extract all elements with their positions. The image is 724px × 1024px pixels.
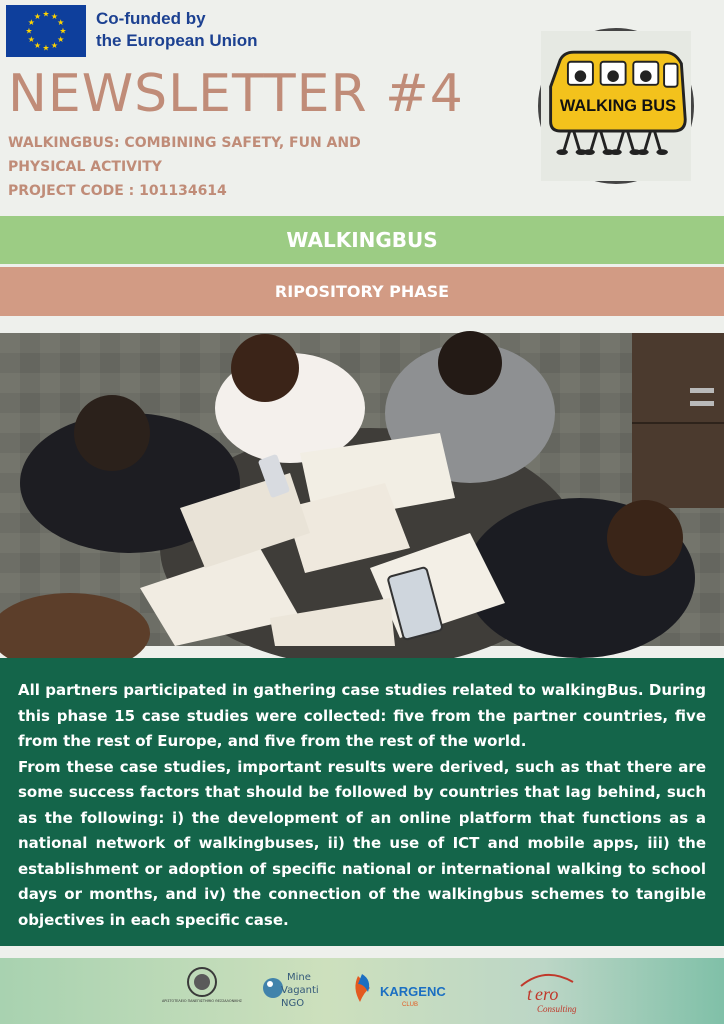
svg-text:★: ★	[59, 26, 67, 36]
auth-caption: ΑΡΙΣΤΟΤΕΛΕΙΟ ΠΑΝΕΠΙΣΤΗΜΙΟ ΘΕΣΣΑΛΟΝΙΚΗΣ	[161, 999, 243, 1003]
svg-text:★: ★	[25, 26, 33, 36]
kargenc-sub: CLUB	[401, 1002, 419, 1008]
auth-university-logo	[161, 966, 243, 1016]
svg-text:★: ★	[50, 11, 59, 21]
mine-vaganti-line2: Vaganti	[281, 985, 319, 996]
phase-title: RIPOSITORY PHASE	[274, 282, 450, 301]
svg-text:★: ★	[27, 18, 35, 27]
tero-name: ero	[535, 984, 559, 1004]
mine-vaganti-logo	[261, 966, 323, 1016]
svg-text:★: ★	[42, 9, 50, 19]
team-meeting-photo	[0, 333, 724, 646]
eu-cofunded-label	[96, 8, 258, 52]
kargenc-club-logo	[350, 966, 460, 1016]
mine-vaganti-line3: NGO	[281, 998, 305, 1009]
mine-vaganti-line1: Mine	[287, 972, 311, 983]
project-code: PROJECT CODE : 101134614	[8, 183, 227, 199]
partners-footer	[0, 958, 724, 1024]
tero-consulting-logo	[515, 966, 579, 1016]
svg-text:★: ★	[50, 41, 59, 51]
svg-text:t: t	[527, 984, 533, 1004]
subtitle-line-2: PHYSICAL ACTIVITY	[8, 159, 162, 175]
tero-sub: Consulting	[537, 1004, 577, 1014]
eu-line-1: Co-funded by	[96, 9, 206, 28]
article-text-box	[0, 658, 724, 946]
eu-flag-icon	[6, 5, 86, 57]
section-band-walkingbus	[0, 216, 724, 264]
walking-bus-logo	[538, 28, 694, 184]
svg-text:★: ★	[42, 43, 50, 53]
article-paragraph-1: All partners participated in gathering case studies related to walkingBus. During this phase 15 case studies were collected: five from the partner countries, five from the rest of Europe, and five from the rest of the world.	[18, 681, 706, 750]
section-band-phase	[0, 267, 724, 316]
section-title: WALKINGBUS	[286, 228, 438, 252]
svg-text:★: ★	[27, 35, 35, 44]
subtitle-line-1: WALKINGBUS: COMBINING SAFETY, FUN AND	[8, 135, 361, 151]
newsletter-title: NEWSLETTER #4	[8, 64, 464, 124]
svg-text:★: ★	[33, 11, 42, 21]
kargenc-name: KARGENC	[380, 984, 446, 999]
svg-text:★: ★	[33, 41, 42, 51]
article-paragraph-2: From these case studies, important results were derived, such as that there are some success factors that should be followed by countries that lag behind, such as the following: i) the development of an online platform that functions as a national network of walkingbuses, ii) the use of ICT and mobile apps, iii) the establishment or adoption of specific national or international walking to school days or months, and iv) the connection of the walkingbus schemes to tangible objectives in each specific case.	[18, 757, 706, 929]
svg-text:★: ★	[57, 18, 65, 27]
svg-text:★: ★	[57, 35, 65, 44]
logo-text: WALKING BUS	[559, 96, 676, 115]
newsletter-subtitle	[8, 131, 361, 203]
eu-line-2: the European Union	[96, 31, 258, 50]
